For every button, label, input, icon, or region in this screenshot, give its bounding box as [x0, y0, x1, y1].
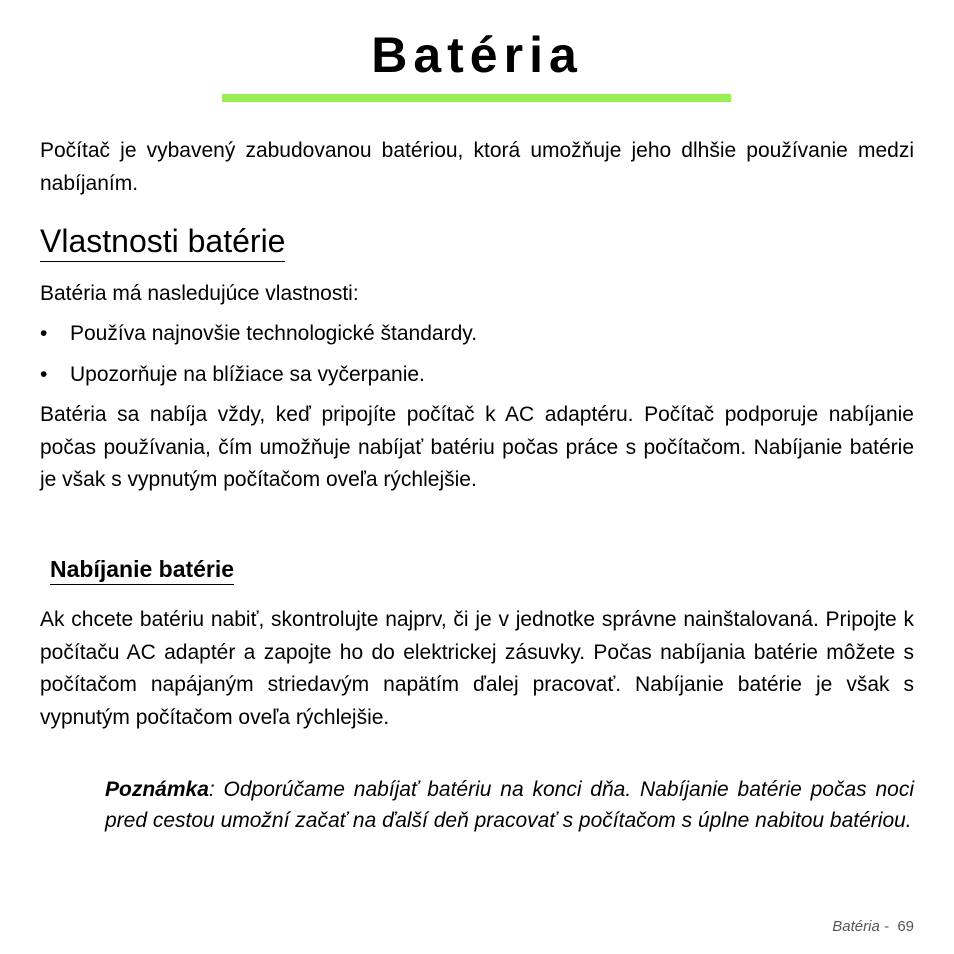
page-title: Batéria: [371, 27, 583, 83]
bullet-icon: •: [40, 322, 48, 345]
section-heading-properties: Vlastnosti batérie: [40, 221, 285, 262]
properties-lead: Batéria má nasledujúce vlastnosti:: [40, 282, 359, 305]
section-heading-charging: Nabíjanie batérie: [50, 554, 234, 585]
list-item-text: Používa najnovšie technologické štandardy.: [70, 322, 478, 345]
properties-body-paragraph: Batéria sa nabíja vždy, keď pripojíte počítač k AC adaptéru. Počítač podporuje nabíjanie počas používania, čím umožňuje nabíjať batériu počas práce s počítačom. Nabíjanie batérie je však s vypnutým počítačom oveľa rýchlejšie.: [40, 403, 914, 491]
bullet-icon: •: [40, 363, 48, 386]
note-text: : Odporúčame nabíjať batériu na konci dňa. Nabíjanie batérie počas noci pred cestou umožní začať na ďalší deň pracovať s počítačom s úplne nabitou batériou.: [105, 778, 914, 832]
list-item-text: Upozorňuje na blížiace sa vyčerpanie.: [70, 363, 425, 386]
charging-body-paragraph: Ak chcete batériu nabiť, skontrolujte najprv, či je v jednotke správne nainštalovaná. Pripojte k počítaču AC adaptér a zapojte ho do elektrickej zásuvky. Počas nabíjania batérie môžete s počítačom napájaným striedavým napätím ďalej pracovať. Nabíjanie batérie je však s vypnutým počítačom oveľa rýchlejšie.: [40, 608, 914, 729]
intro-paragraph: Počítač je vybavený zabudovanou batériou, ktorá umožňuje jeho dlhšie používanie medzi nabíjaním.: [40, 139, 914, 195]
note-label: Poznámka: [105, 778, 209, 801]
page-footer: [832, 918, 914, 936]
footer-section-name: Batéria -: [832, 918, 889, 935]
note-paragraph: [105, 774, 914, 836]
page-number: 69: [897, 918, 914, 935]
title-underline-bar: [222, 94, 731, 102]
